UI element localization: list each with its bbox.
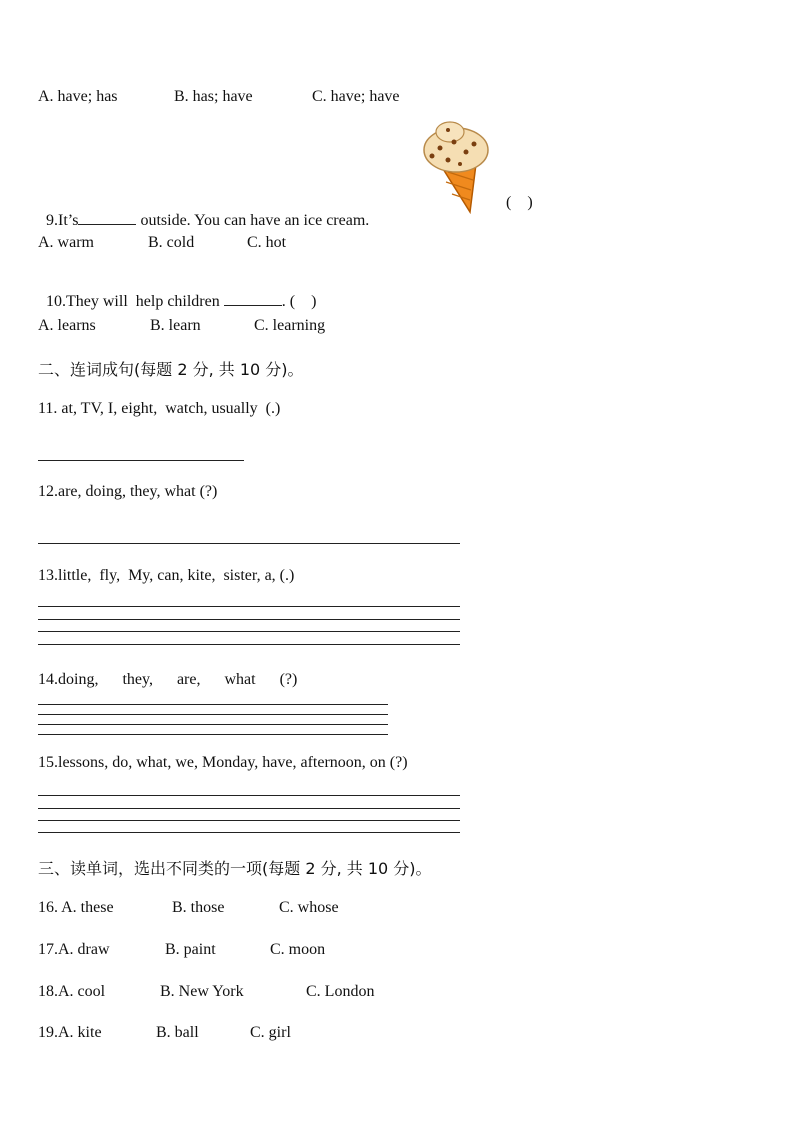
writing-line[interactable]: [38, 808, 460, 809]
q9-answer-paren[interactable]: ( ): [506, 194, 533, 211]
answer-line[interactable]: [38, 460, 244, 461]
writing-line[interactable]: [38, 606, 460, 607]
ice-cream-icon: [418, 120, 490, 214]
question-10: [38, 275, 316, 311]
question-11: 11. at, TV, I, eight, watch, usually (.): [38, 400, 281, 417]
q9-text-after: outside. You can have an ice cream.: [140, 212, 370, 229]
q17-option-c: C. moon: [270, 941, 326, 958]
question-13: 13.little, fly, My, can, kite, sister, a, (.): [38, 567, 295, 584]
writing-line[interactable]: [38, 832, 460, 833]
answer-line[interactable]: [38, 543, 460, 544]
q19-option-b: B. ball: [156, 1024, 199, 1041]
q10-option-b: B. learn: [150, 317, 201, 334]
q10-option-a: A. learns: [38, 317, 96, 334]
q16-option-a: 16. A. these: [38, 899, 114, 916]
question-9: [38, 194, 369, 230]
writing-line[interactable]: [38, 631, 460, 632]
writing-line[interactable]: [38, 795, 460, 796]
q17-option-b: B. paint: [165, 941, 216, 958]
section-3-heading: 三、读单词，选出不同类的一项(每题 2 分, 共 10 分)。: [38, 859, 432, 878]
writing-line[interactable]: [38, 734, 388, 735]
q19-option-a: 19.A. kite: [38, 1024, 102, 1041]
q18-option-c: C. London: [306, 983, 375, 1000]
q9-option-c: C. hot: [247, 234, 287, 251]
writing-line[interactable]: [38, 724, 388, 725]
q10-blank[interactable]: [224, 305, 282, 306]
writing-line[interactable]: [38, 820, 460, 821]
q18-option-b: B. New York: [160, 983, 244, 1000]
q10-text-after: . ( ): [281, 293, 317, 310]
question-12: 12.are, doing, they, what (?): [38, 483, 218, 500]
q8-option-b: B. has; have: [174, 88, 253, 105]
question-14: 14.doing, they, are, what (?): [38, 671, 298, 688]
writing-line[interactable]: [38, 704, 388, 705]
q10-text-before: 10.They will help children: [46, 293, 220, 310]
q9-option-a: A. warm: [38, 234, 94, 251]
writing-line[interactable]: [38, 714, 388, 715]
q8-option-a: A. have; has: [38, 88, 118, 105]
q17-option-a: 17.A. draw: [38, 941, 110, 958]
q9-blank[interactable]: [78, 224, 136, 225]
q19-option-c: C. girl: [250, 1024, 291, 1041]
q16-option-c: C. whose: [279, 899, 339, 916]
q10-option-c: C. learning: [254, 317, 326, 334]
question-15: 15.lessons, do, what, we, Monday, have, afternoon, on (?): [38, 754, 408, 771]
q9-option-b: B. cold: [148, 234, 195, 251]
q18-option-a: 18.A. cool: [38, 983, 106, 1000]
section-2-heading: 二、连词成句(每题 2 分, 共 10 分)。: [38, 360, 304, 379]
writing-line[interactable]: [38, 619, 460, 620]
q9-text-before: 9.It’s: [46, 212, 79, 229]
q16-option-b: B. those: [172, 899, 225, 916]
q8-option-c: C. have; have: [312, 88, 400, 105]
writing-line[interactable]: [38, 644, 460, 645]
